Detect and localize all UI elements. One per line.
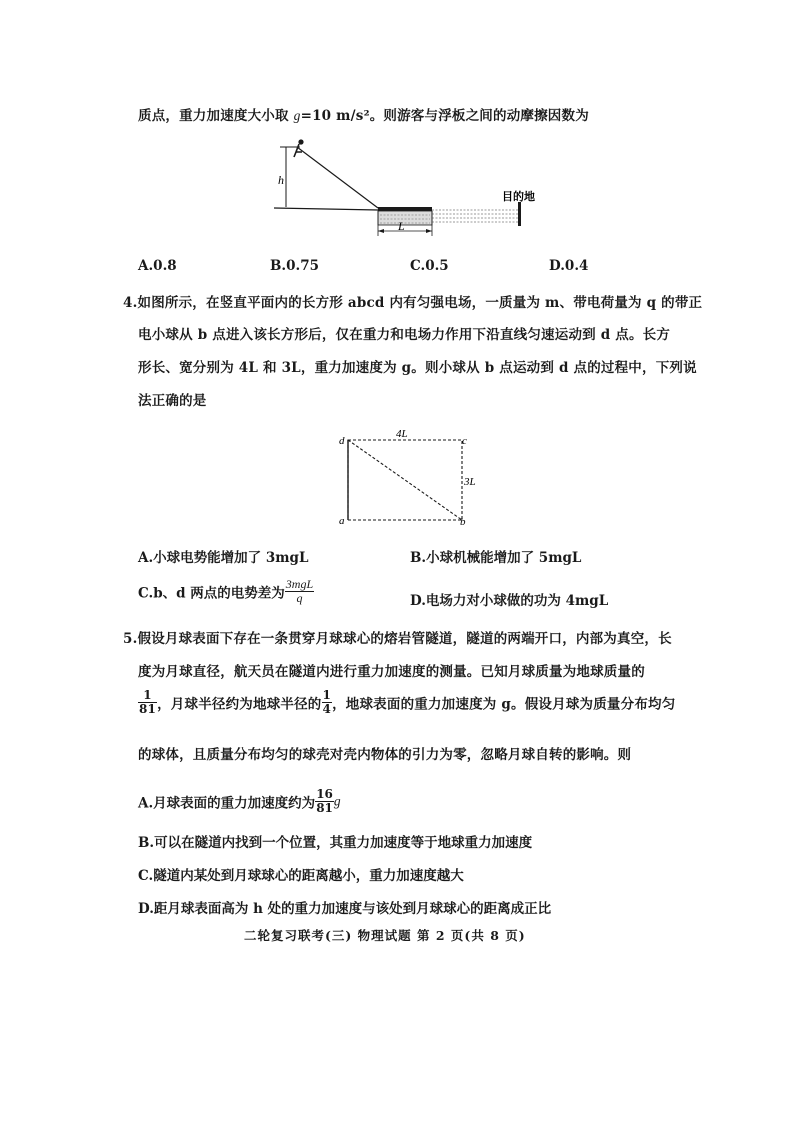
q5-line-3-mid: ，月球半径约为地球半径的 xyxy=(157,696,322,713)
q4-line-3: 形长、宽分别为 4L 和 3L，重力加速度为 g。则小球从 b 点运动到 d 点的过程中，下列说 xyxy=(138,360,697,376)
q3-option-d: D.0.4 xyxy=(549,258,589,274)
page-footer: 二轮复习联考(三) 物理试题 第 2 页(共 8 页) xyxy=(244,928,526,943)
q3-g-value: =10 m/s²。 xyxy=(300,108,384,124)
q4-line-1: 4.如图所示，在竖直平面内的长方形 abcd 内有匀强电场，一质量为 m、带电荷量为 q 的带正 xyxy=(123,295,703,311)
q5-option-a xyxy=(138,788,341,815)
rectangle-figure xyxy=(336,428,484,530)
q3-intro-a: 质点，重力加速度大小取 xyxy=(138,108,294,124)
destination-label: 目的地 xyxy=(502,191,535,203)
top-length-label: 4L xyxy=(396,428,408,440)
q4-option-c xyxy=(138,578,314,605)
q3-g-symbol: g xyxy=(293,108,301,123)
q4-line-2: 电小球从 b 点进入该长方形后，仅在重力和电场力作用下沿直线匀速运动到 d 点。长方 xyxy=(138,327,671,343)
q5-option-c: C.隧道内某处到月球球心的距离越小，重力加速度越大 xyxy=(138,868,464,884)
q4-option-c-fraction xyxy=(285,578,314,605)
L-label: L xyxy=(398,219,405,233)
side-length-label: 3L xyxy=(464,476,476,488)
slide-figure xyxy=(270,138,550,240)
q3-intro-line xyxy=(138,104,589,124)
h-label: h xyxy=(278,173,284,187)
q5-fraction-mass xyxy=(138,689,157,716)
q5-line-1: 5.假设月球表面下存在一条贯穿月球球心的熔岩管隧道，隧道的两端开口，内部为真空，长 xyxy=(123,631,672,647)
q3-option-c: C.0.5 xyxy=(410,258,449,274)
destination-wall xyxy=(518,202,521,226)
q4-option-c-prefix: C.b、d 两点的电势差为 xyxy=(138,585,285,602)
q5-option-a-fraction xyxy=(315,788,334,815)
q5-fraction-mass-denominator: 81 xyxy=(139,702,157,716)
q5-line-4: 的球体，且质量分布均匀的球壳对壳内物体的引力为零，忽略月球自转的影响。则 xyxy=(138,747,632,763)
corner-b-label: b xyxy=(460,516,466,528)
q5-fraction-mass-numerator: 1 xyxy=(138,689,157,703)
q5-option-a-suffix: g xyxy=(333,793,341,809)
diagonal-bd xyxy=(348,440,462,520)
q3-intro-b: 则游客与浮板之间的动摩擦因数为 xyxy=(383,108,589,124)
corner-d-label: d xyxy=(339,435,345,447)
q5-fraction-radius xyxy=(322,689,333,716)
q5-option-d: D.距月球表面高为 h 处的重力加速度与该处到月球球心的距离成正比 xyxy=(138,901,552,917)
q5-option-a-prefix: A.月球表面的重力加速度约为 xyxy=(138,795,316,812)
q5-fraction-radius-denominator: 4 xyxy=(322,702,332,716)
q4-option-a: A.小球电势能增加了 3mgL xyxy=(138,550,309,566)
q3-option-b: B.0.75 xyxy=(270,258,319,274)
ground-line xyxy=(274,208,378,210)
q5-option-a-numerator: 16 xyxy=(316,787,333,801)
q5-option-b: B.可以在隧道内找到一个位置，其重力加速度等于地球重力加速度 xyxy=(138,835,533,851)
corner-a-label: a xyxy=(339,515,345,527)
corner-c-label: c xyxy=(462,435,467,447)
q5-line-3 xyxy=(138,689,675,716)
slide-incline xyxy=(297,147,378,208)
q4-option-c-denominator: q xyxy=(296,591,303,605)
q4-line-4: 法正确的是 xyxy=(138,393,207,409)
floating-board xyxy=(378,207,432,211)
q4-option-b: B.小球机械能增加了 5mgL xyxy=(410,550,582,566)
q5-line-2: 度为月球直径，航天员在隧道内进行重力加速度的测量。已知月球质量为地球质量的 xyxy=(138,664,645,680)
q5-line-3-end: ，地球表面的重力加速度为 g。假设月球为质量分布均匀 xyxy=(332,696,676,713)
water-pool xyxy=(432,210,518,222)
q5-fraction-radius-numerator: 1 xyxy=(322,688,332,702)
q3-option-a: A.0.8 xyxy=(138,258,177,274)
q4-option-d: D.电场力对小球做的功为 4mgL xyxy=(410,593,609,609)
q4-option-c-numerator: 3mgL xyxy=(285,577,314,591)
q5-option-a-denominator: 81 xyxy=(316,801,333,815)
